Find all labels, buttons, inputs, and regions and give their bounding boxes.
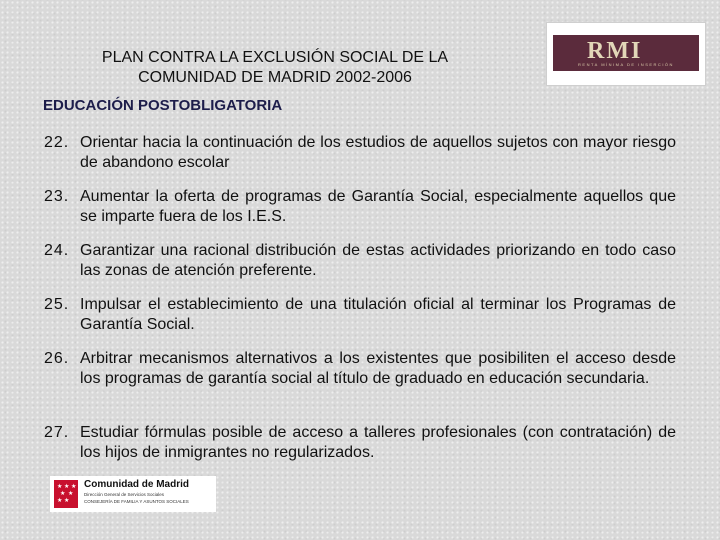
list-item (44, 349, 676, 389)
list-item (44, 295, 676, 335)
item-text: Arbitrar mecanismos alternativos a los existentes que posibiliten el acceso desde los programas de garantía social al título de graduado en educación secundaria. (80, 350, 676, 387)
madrid-flag-icon: ★ ★ ★ ★ ★ ★ ★ (54, 480, 78, 508)
item-number: 27. (44, 424, 70, 441)
logo-subline-1: Dirección General de Servicios Sociales (84, 492, 165, 497)
logo-name: Comunidad de Madrid (84, 479, 189, 490)
item-number: 24. (44, 242, 70, 259)
rmi-logo-subtitle: RENTA MÍNIMA DE INSERCIÓN (578, 62, 674, 67)
section-title: EDUCACIÓN POSTOBLIGATORIA (43, 97, 283, 114)
list-item (44, 187, 676, 227)
item-number: 25. (44, 296, 70, 313)
item-number: 23. (44, 188, 70, 205)
rmi-logo-band (553, 35, 699, 71)
item-text: Orientar hacia la continuación de los estudios de aquellos sujetos con mayor riesgo de abandono escolar (80, 134, 676, 171)
item-number: 26. (44, 350, 70, 367)
rmi-logo (546, 22, 706, 86)
item-number: 22. (44, 134, 70, 151)
list-item (44, 423, 676, 463)
title-line-2: COMUNIDAD DE MADRID 2002-2006 (138, 69, 412, 86)
list-item (44, 133, 676, 173)
item-text: Aumentar la oferta de programas de Garantía Social, especialmente aquellos que se imparte fuera de los I.E.S. (80, 188, 676, 225)
title-line-1: PLAN CONTRA LA EXCLUSIÓN SOCIAL DE LA (101, 49, 449, 66)
comunidad-de-madrid-logo (50, 476, 216, 512)
item-text: Garantizar una racional distribución de estas actividades priorizando en todo caso las zonas de atención preferente. (80, 242, 676, 279)
item-text: Impulsar el establecimiento de una titulación oficial al terminar los Programas de Garantía Social. (80, 296, 676, 333)
item-text: Estudiar fórmulas posible de acceso a talleres profesionales (con contratación) de los hijos de inmigrantes no regularizados. (80, 424, 676, 461)
logo-subline-2: CONSEJERÍA DE FAMILIA Y ASUNTOS SOCIALES (84, 499, 189, 504)
slide-title (40, 48, 510, 88)
list-item (44, 241, 676, 281)
rmi-logo-mark: RMI (587, 38, 643, 64)
